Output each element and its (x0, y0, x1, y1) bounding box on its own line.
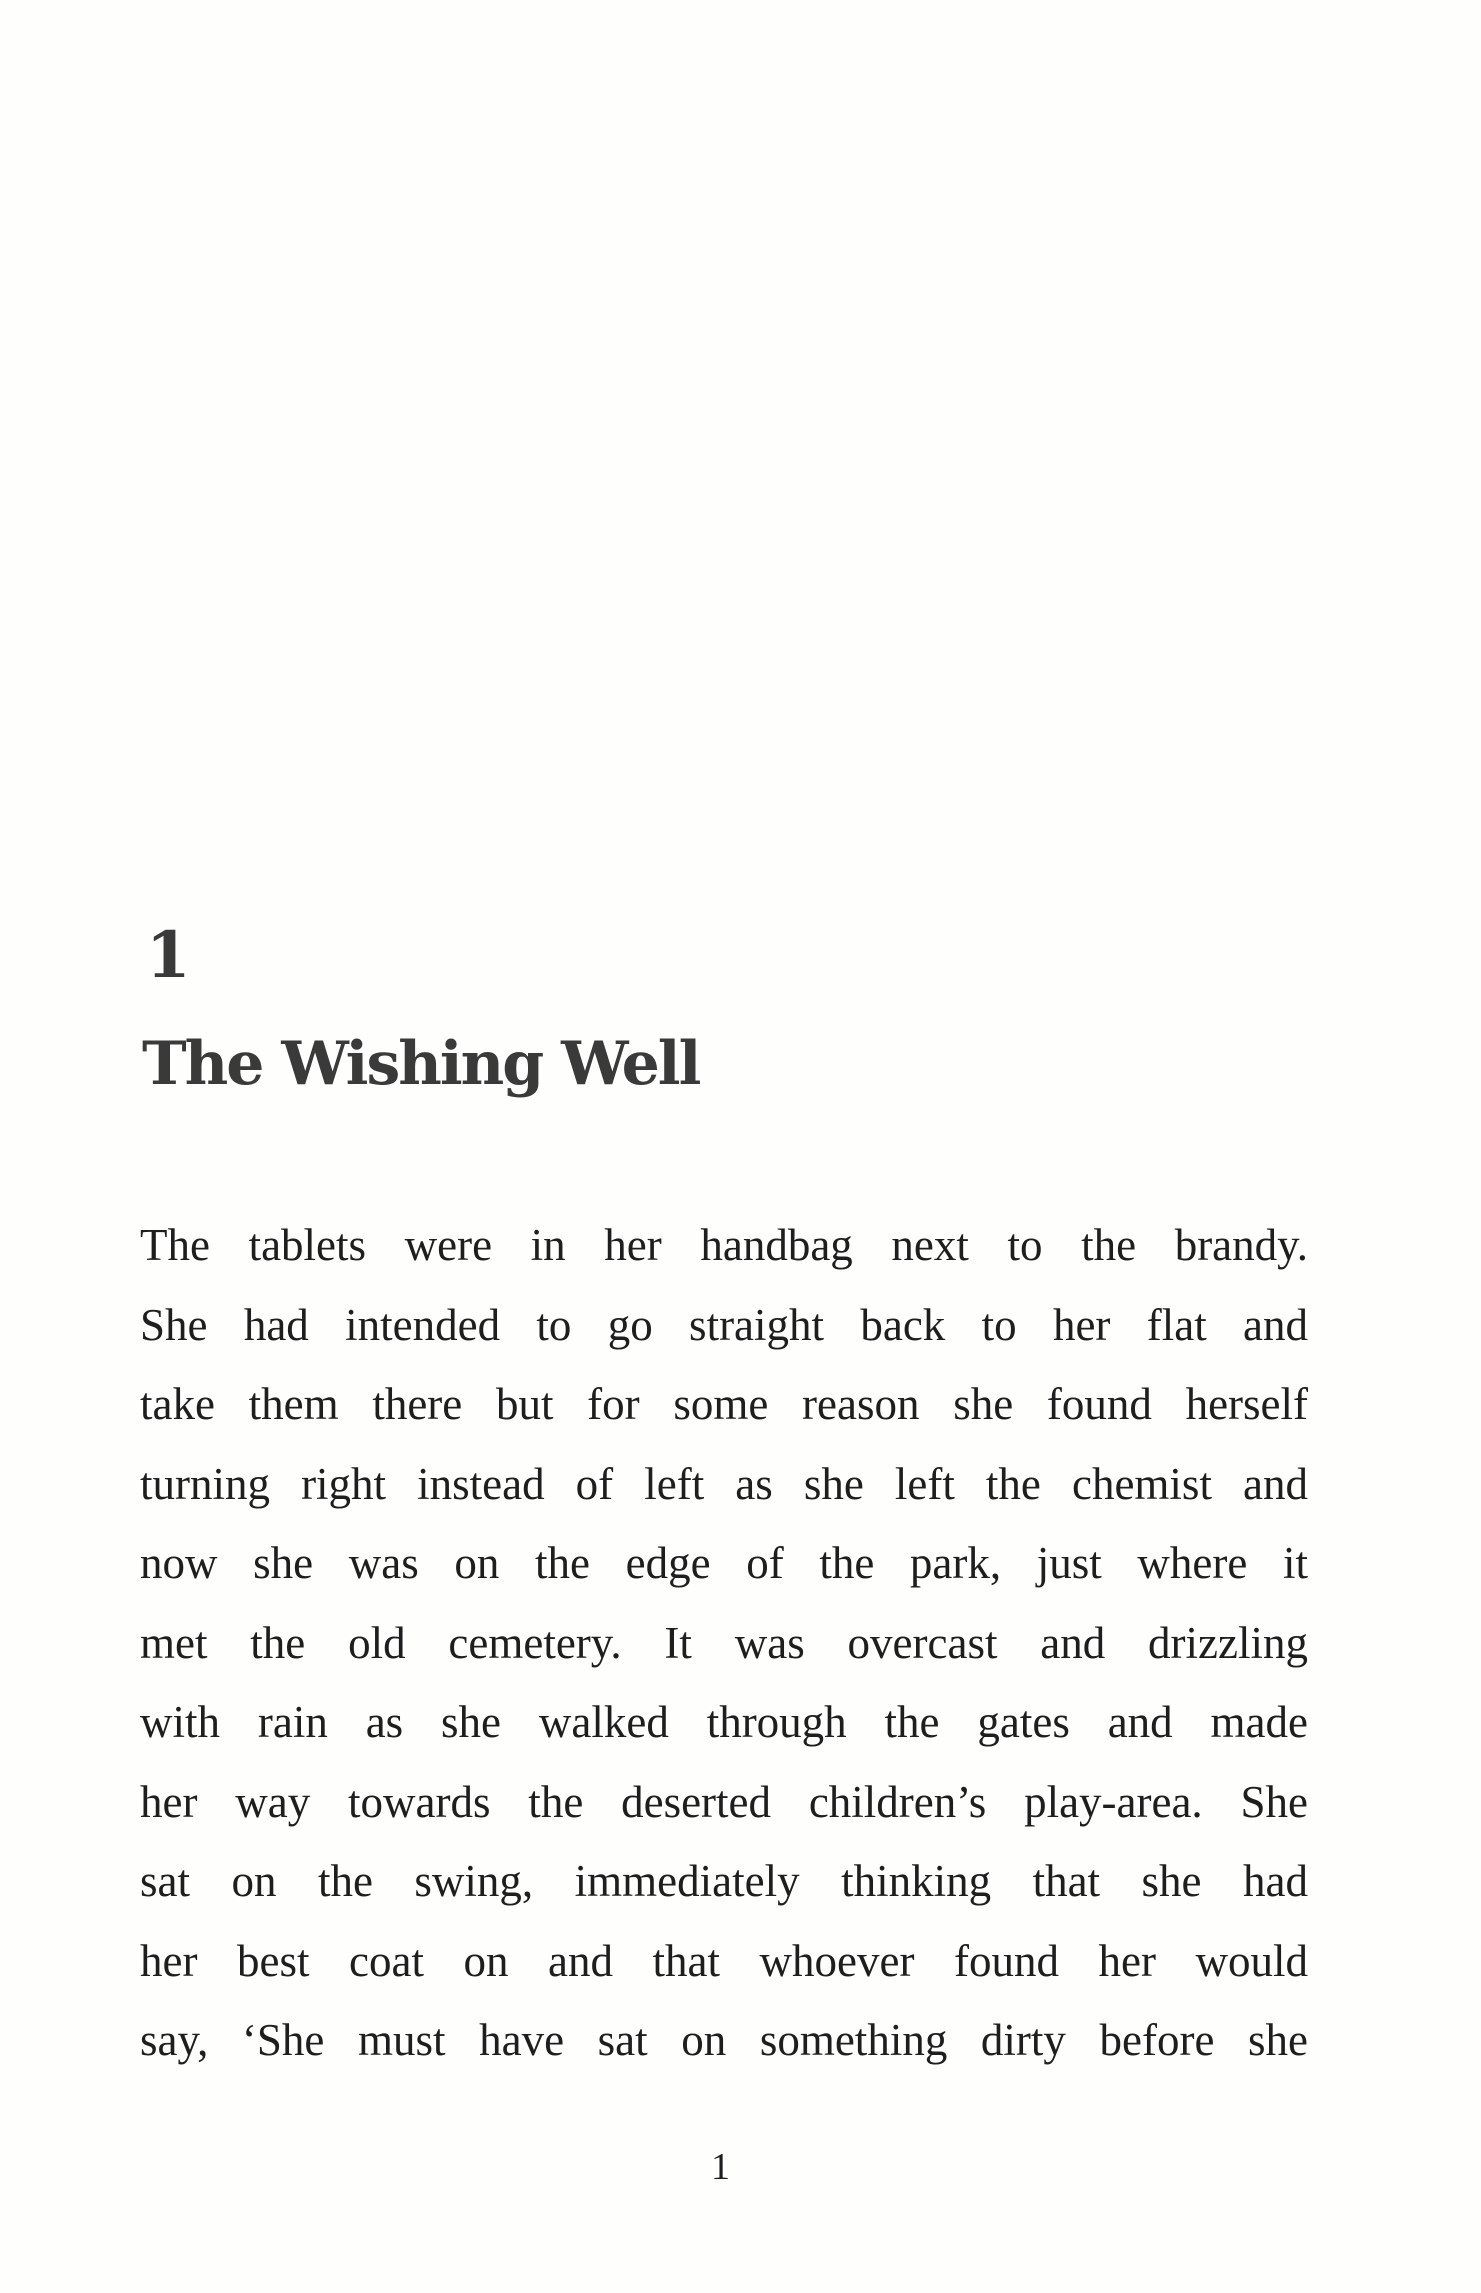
body-line: her best coat on and that whoever found her would (140, 1935, 1308, 1986)
chapter-number: 1 (146, 918, 191, 993)
body-line: sat on the swing, immediately thinking that she had (140, 1856, 1308, 1906)
page-number: 1 (711, 2146, 730, 2188)
chapter-body (140, 1206, 1308, 2081)
body-line: her way towards the deserted children’s play-area. She (140, 1776, 1308, 1827)
body-line: with rain as she walked through the gates and made (140, 1697, 1308, 1747)
body-line: now she was on the edge of the park, just where it (140, 1538, 1308, 1588)
body-line: say, ‘She must have sat on something dirty before she (140, 2015, 1308, 2065)
body-line: met the old cemetery. It was overcast and drizzling (140, 1617, 1308, 1668)
body-line: take them there but for some reason she found herself (140, 1379, 1308, 1429)
chapter-title: The Wishing Well (142, 1029, 700, 1099)
body-line: She had intended to go straight back to her flat and (140, 1299, 1308, 1350)
body-line: turning right instead of left as she left the chemist and (140, 1458, 1308, 1509)
body-line: The tablets were in her handbag next to the brandy. (140, 1220, 1308, 1270)
